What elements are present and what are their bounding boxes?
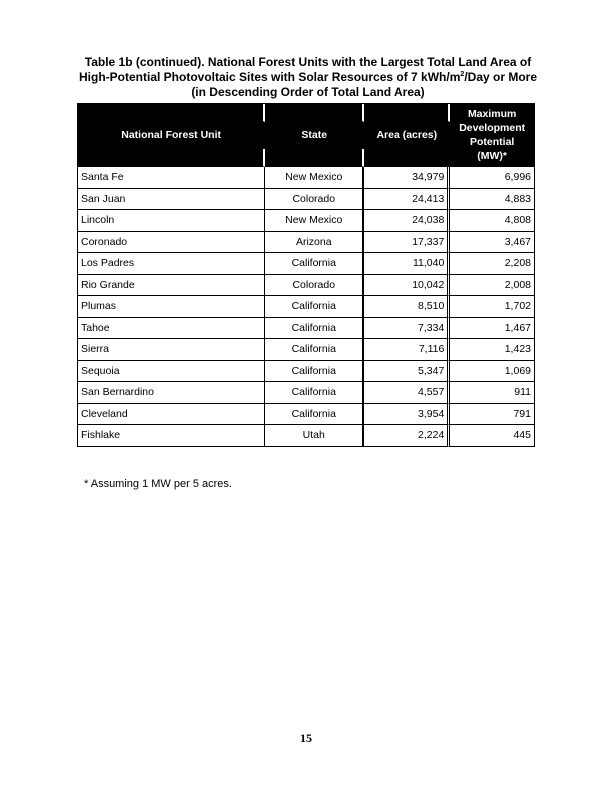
cell-potential: 6,996: [450, 167, 535, 189]
header-potential-line: Potential: [469, 136, 515, 148]
table-row: [78, 253, 535, 275]
cell-area: 2,224: [364, 425, 450, 447]
cell-area: 7,334: [364, 318, 450, 340]
cell-state: New Mexico: [265, 167, 364, 189]
cell-area: 34,979: [364, 167, 450, 189]
cell-state: California: [265, 296, 364, 318]
cell-potential: 4,883: [450, 189, 535, 211]
table-row: [78, 210, 535, 232]
cell-area: 7,116: [364, 339, 450, 361]
table-row: [78, 361, 535, 383]
header-potential-line: Development: [459, 122, 526, 134]
table-row: [78, 167, 535, 189]
cell-area: 17,337: [364, 232, 450, 254]
table-row: [78, 339, 535, 361]
cell-state: California: [265, 361, 364, 383]
title-line-2: [60, 70, 556, 85]
cell-potential: 911: [450, 382, 535, 404]
table-row: [78, 318, 535, 340]
cell-unit: Rio Grande: [78, 275, 265, 297]
header-band-cell: [364, 104, 450, 122]
cell-state: Colorado: [265, 189, 364, 211]
header-band-cell: [265, 149, 364, 167]
cell-unit: Los Padres: [78, 253, 265, 275]
table-row: [78, 425, 535, 447]
table-row: [78, 382, 535, 404]
header-top-band: [78, 104, 535, 122]
cell-potential: 4,808: [450, 210, 535, 232]
cell-unit: Sierra: [78, 339, 265, 361]
header-band-cell: [78, 149, 265, 167]
table-row: [78, 404, 535, 426]
header-area: Area (acres): [364, 122, 450, 149]
cell-unit: Lincoln: [78, 210, 265, 232]
cell-state: Utah: [265, 425, 364, 447]
cell-state: California: [265, 404, 364, 426]
title-line-2-text: High-Potential Photovoltaic Sites with Solar Resources of 7 kWh/m: [79, 70, 461, 84]
header-state: State: [265, 122, 364, 149]
cell-unit: San Juan: [78, 189, 265, 211]
header-band-cell: [364, 149, 450, 167]
cell-area: 24,038: [364, 210, 450, 232]
title-line-3: (in Descending Order of Total Land Area): [191, 85, 425, 99]
table-row: [78, 189, 535, 211]
cell-potential: 1,423: [450, 339, 535, 361]
cell-area: 3,954: [364, 404, 450, 426]
cell-potential: 791: [450, 404, 535, 426]
cell-unit: San Bernardino: [78, 382, 265, 404]
cell-potential: 1,467: [450, 318, 535, 340]
header-potential-line: (MW)*: [477, 150, 508, 162]
forest-units-table: [77, 103, 535, 447]
table-body: [78, 167, 535, 447]
header-potential: [450, 104, 535, 167]
title-line-2-tail: /Day or More: [464, 70, 537, 84]
cell-unit: Tahoe: [78, 318, 265, 340]
cell-potential: 1,069: [450, 361, 535, 383]
cell-area: 24,413: [364, 189, 450, 211]
cell-state: California: [265, 318, 364, 340]
header-potential-line: Maximum: [467, 108, 517, 120]
cell-unit: Cleveland: [78, 404, 265, 426]
footnote: * Assuming 1 MW per 5 acres.: [84, 478, 232, 490]
cell-potential: 1,702: [450, 296, 535, 318]
table-header: [78, 104, 535, 167]
cell-potential: 3,467: [450, 232, 535, 254]
table-title: [60, 55, 556, 100]
cell-area: 11,040: [364, 253, 450, 275]
cell-area: 5,347: [364, 361, 450, 383]
cell-potential: 2,208: [450, 253, 535, 275]
header-band-cell: [78, 104, 265, 122]
table-row: [78, 232, 535, 254]
cell-unit: Plumas: [78, 296, 265, 318]
cell-state: California: [265, 253, 364, 275]
cell-unit: Santa Fe: [78, 167, 265, 189]
cell-state: California: [265, 382, 364, 404]
header-unit: National Forest Unit: [78, 122, 265, 149]
cell-unit: Sequoia: [78, 361, 265, 383]
cell-unit: Fishlake: [78, 425, 265, 447]
cell-area: 10,042: [364, 275, 450, 297]
table-row: [78, 275, 535, 297]
header-band-cell: [265, 104, 364, 122]
cell-state: Colorado: [265, 275, 364, 297]
cell-potential: 445: [450, 425, 535, 447]
cell-state: California: [265, 339, 364, 361]
cell-state: Arizona: [265, 232, 364, 254]
cell-area: 4,557: [364, 382, 450, 404]
title-superscript: 2: [460, 71, 465, 78]
title-line-1: Table 1b (continued). National Forest Units with the Largest Total Land Area of: [84, 55, 532, 69]
cell-state: New Mexico: [265, 210, 364, 232]
page-number: 15: [300, 731, 312, 745]
cell-potential: 2,008: [450, 275, 535, 297]
table-row: [78, 296, 535, 318]
cell-area: 8,510: [364, 296, 450, 318]
cell-unit: Coronado: [78, 232, 265, 254]
